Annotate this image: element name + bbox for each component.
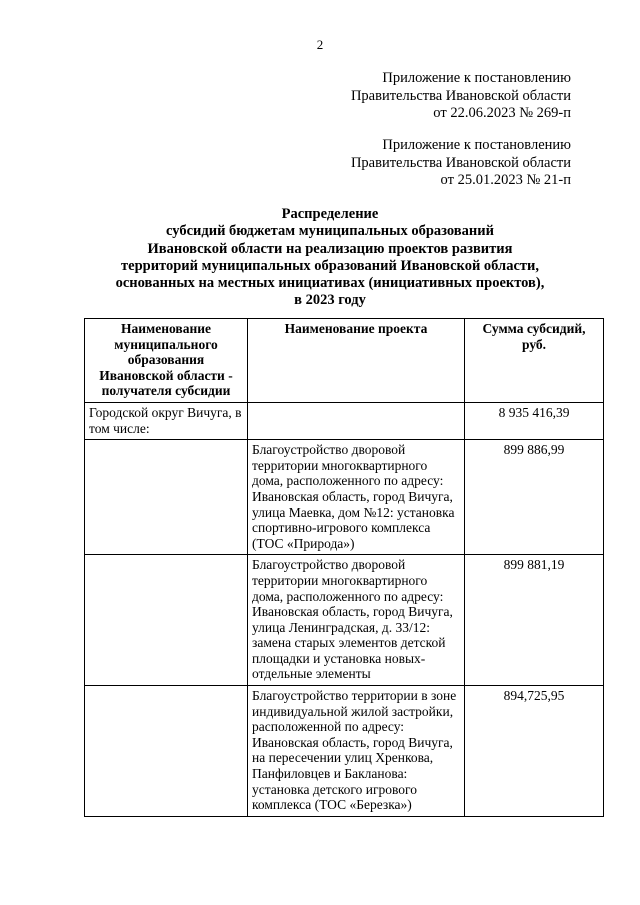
title-line: территорий муниципальных образований Ивановской области,: [121, 257, 539, 274]
header-municipality: Наименование муниципального образования Ивановской области - получателя субсидии: [85, 319, 248, 403]
header-project: Наименование проекта: [248, 319, 465, 403]
title-line: субсидий бюджетам муниципальных образований: [166, 223, 494, 240]
appendix-line: Приложение к постановлению: [382, 137, 571, 153]
header-amount: Сумма субсидий, руб.: [465, 319, 604, 403]
appendix-note-current: [351, 70, 571, 123]
municipality-cell: [85, 686, 248, 817]
title-line: Распределение: [281, 206, 379, 222]
appendix-line: Правительства Ивановской области: [350, 154, 571, 171]
amount-cell: 8 935 416,39: [465, 402, 604, 439]
appendix-line: Правительства Ивановской области: [350, 87, 571, 104]
table-row: [85, 402, 604, 439]
municipality-cell: [85, 555, 248, 686]
table-row: [85, 686, 604, 817]
amount-cell: 894,725,95: [465, 686, 604, 817]
title-line: Ивановской области на реализацию проектов развития: [147, 240, 513, 257]
page-number: 2: [316, 37, 324, 52]
appendix-line: от 22.06.2023 № 269-п: [433, 105, 571, 121]
municipality-cell: [85, 440, 248, 555]
title-line: в 2023 году: [294, 292, 366, 309]
table-row: [85, 440, 604, 555]
appendix-line: Приложение к постановлению: [382, 70, 571, 86]
project-cell: Благоустройство территории в зоне индивидуальной жилой застройки, расположенной по адресу: Ивановская область, город Вичуга, на пересечении улиц Хренкова, Панфиловцев и Бакланова: установка детского игрового комплекса (ТОС «Березка»): [248, 686, 465, 817]
appendix-line: от 25.01.2023 № 21-п: [440, 172, 571, 188]
municipality-cell: Городской округ Вичуга, в том числе:: [85, 402, 248, 439]
table-row: [85, 555, 604, 686]
project-cell: Благоустройство дворовой территории многоквартирного дома, расположенного по адресу: Ивановская область, город Вичуга, улица Маевка, дом №12: установка спортивно-игрового комплекса (ТОС «Природа»): [248, 440, 465, 555]
appendix-note-original: [351, 137, 571, 190]
amount-cell: 899 881,19: [465, 555, 604, 686]
document-title: [80, 206, 580, 310]
amount-cell: 899 886,99: [465, 440, 604, 555]
title-line: основанных на местных инициативах (инициативных проектов),: [115, 275, 545, 292]
table-header-row: [85, 319, 604, 403]
project-cell: [248, 402, 465, 439]
project-cell: Благоустройство дворовой территории многоквартирного дома, расположенного по адресу: Ивановская область, город Вичуга, улица Ленинградская, д. 33/12: замена старых элементов детской площадки и установка новых-отдельные элементы: [248, 555, 465, 686]
subsidies-table: [84, 318, 604, 817]
